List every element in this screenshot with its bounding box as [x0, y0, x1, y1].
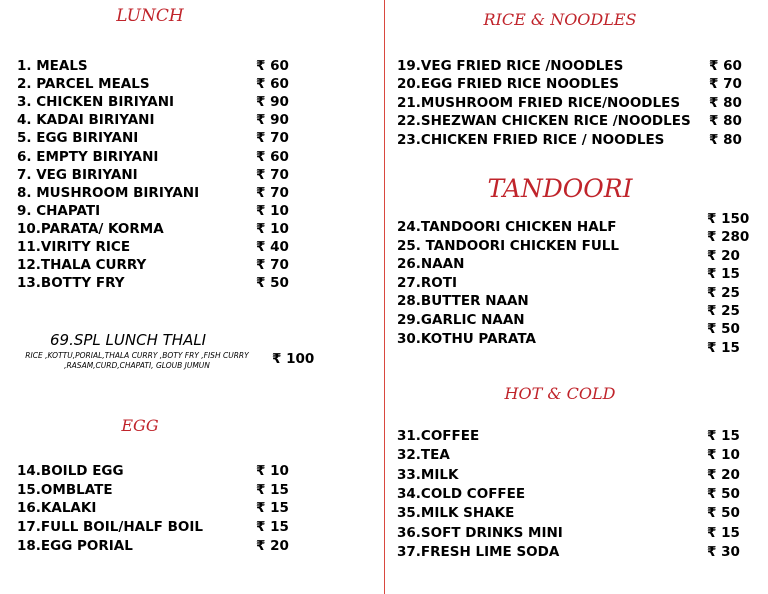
- menu-item-price: ₹ 70: [256, 257, 289, 274]
- menu-item-price: ₹ 20: [707, 247, 740, 264]
- menu-item-price: ₹ 60: [256, 58, 289, 74]
- menu-item-price: ₹ 10: [256, 220, 289, 237]
- menu-item-price: ₹ 80: [709, 113, 742, 130]
- menu-item-price: ₹ 70: [256, 184, 289, 201]
- menu-item-name: 32.TEA: [397, 447, 450, 464]
- menu-item-name: 21.MUSHROOM FRIED RICE/NOODLES: [397, 94, 681, 111]
- menu-item-name: 29.GARLIC NAAN: [397, 312, 525, 328]
- menu-item-price: ₹ 60: [256, 76, 289, 93]
- menu-item-name: 35.MILK SHAKE: [397, 505, 515, 522]
- menu-item-price: ₹ 60: [709, 58, 742, 74]
- menu-item-name: 37.FRESH LIME SODA: [397, 543, 560, 560]
- menu-item-name: 23.CHICKEN FRIED RICE / NOODLES: [397, 131, 665, 148]
- menu-item-price: ₹ 15: [707, 428, 740, 444]
- menu-item-price: ₹ 50: [256, 275, 289, 292]
- menu-item-name: 6. EMPTY BIRIYANI: [17, 148, 159, 165]
- menu-item-name: 24.TANDOORI CHICKEN HALF: [397, 219, 617, 235]
- menu-item-price: ₹ 15: [707, 339, 740, 356]
- menu-item-name: 11.VIRITY RICE: [17, 239, 131, 255]
- menu-item-name: 10.PARATA/ KORMA: [17, 220, 164, 237]
- menu-item-name: 30.KOTHU PARATA: [397, 330, 536, 347]
- menu-item-name: 33.MILK: [397, 466, 459, 483]
- menu-item-name: 31.COFFEE: [397, 428, 480, 444]
- menu-item-name: 25. TANDOORI CHICKEN FULL: [397, 237, 620, 254]
- menu-item-name: 9. CHAPATI: [17, 202, 101, 219]
- menu-item-price: ₹ 25: [707, 284, 740, 301]
- rice-noodles-heading: RICE & NOODLES: [483, 10, 637, 29]
- hot-cold-heading: HOT & COLD: [504, 384, 616, 403]
- menu-item-price: ₹ 80: [709, 94, 742, 111]
- menu-item-name: 2. PARCEL MEALS: [17, 76, 150, 93]
- menu-item-name: 5. EGG BIRIYANI: [17, 130, 139, 147]
- menu-item-price: ₹ 10: [256, 463, 289, 479]
- menu-item-name: 13.BOTTY FRY: [17, 275, 125, 292]
- menu-item-price: ₹ 90: [256, 112, 289, 129]
- thali-description: RICE ,KOTTU,PORIAL,THALA CURRY ,BOTY FRY ,FISH CURRY ,RASAM,CURD,CHAPATI, GLOUB JUMUN: [25, 351, 249, 370]
- menu-item-price: ₹ 15: [256, 519, 289, 536]
- menu-item-name: 26.NAAN: [397, 256, 465, 273]
- menu-item-price: ₹ 20: [707, 466, 740, 483]
- menu-item-price: ₹ 15: [707, 524, 740, 541]
- menu-item-price: ₹ 90: [256, 94, 289, 111]
- menu-item-price: ₹ 280: [707, 229, 750, 246]
- menu-item-name: 20.EGG FRIED RICE NOODLES: [397, 76, 620, 93]
- menu-item-name: 18.EGG PORIAL: [17, 537, 133, 554]
- menu-item-price: ₹ 40: [256, 239, 289, 255]
- menu-item-price: ₹ 15: [256, 500, 289, 517]
- menu-item-price: ₹ 150: [707, 211, 750, 227]
- menu-item-price: ₹ 50: [707, 505, 740, 522]
- tandoori-heading: TANDOORI: [487, 174, 633, 203]
- menu-item-price: ₹ 15: [707, 266, 740, 283]
- menu-item-name: 28.BUTTER NAAN: [397, 293, 529, 310]
- menu-item-price: ₹ 10: [707, 447, 740, 464]
- menu-item-price: ₹ 70: [709, 76, 742, 93]
- lunch-heading: LUNCH: [116, 6, 184, 26]
- menu-item-price: ₹ 10: [256, 202, 289, 219]
- menu-item-name: 17.FULL BOIL/HALF BOIL: [17, 519, 203, 536]
- menu-item-price: ₹ 70: [256, 166, 289, 183]
- menu-item-name: 7. VEG BIRIYANI: [17, 166, 138, 183]
- menu-item-name: 15.OMBLATE: [17, 481, 113, 498]
- menu-item-price: ₹ 60: [256, 148, 289, 165]
- thali-price: ₹ 100: [272, 351, 315, 367]
- egg-heading: EGG: [121, 416, 159, 435]
- menu-item-name: 8. MUSHROOM BIRIYANI: [17, 184, 200, 201]
- menu-item-name: 36.SOFT DRINKS MINI: [397, 524, 563, 541]
- menu-item-price: ₹ 25: [707, 303, 740, 319]
- menu-item-price: ₹ 15: [256, 481, 289, 498]
- menu-item-name: 3. CHICKEN BIRIYANI: [17, 94, 175, 111]
- menu-item-name: 22.SHEZWAN CHICKEN RICE /NOODLES: [397, 113, 691, 130]
- menu-item-name: 4. KADAI BIRIYANI: [17, 112, 155, 129]
- menu-item-price: ₹ 50: [707, 485, 740, 502]
- menu-item-name: 14.BOILD EGG: [17, 463, 124, 479]
- menu-item-name: 19.VEG FRIED RICE /NOODLES: [397, 58, 624, 74]
- column-divider: [384, 0, 385, 594]
- thali-title: 69.SPL LUNCH THALI: [50, 331, 207, 349]
- menu-item-price: ₹ 20: [256, 537, 289, 554]
- menu-item-price: ₹ 50: [707, 321, 740, 338]
- menu-item-name: 27.ROTI: [397, 274, 458, 291]
- menu-item-name: 12.THALA CURRY: [17, 257, 147, 274]
- menu-item-price: ₹ 70: [256, 130, 289, 147]
- menu-item-price: ₹ 30: [707, 543, 740, 560]
- menu-item-name: 1. MEALS: [17, 58, 88, 74]
- menu-item-price: ₹ 80: [709, 131, 742, 148]
- menu-item-name: 34.COLD COFFEE: [397, 485, 526, 502]
- menu-item-name: 16.KALAKI: [17, 500, 97, 517]
